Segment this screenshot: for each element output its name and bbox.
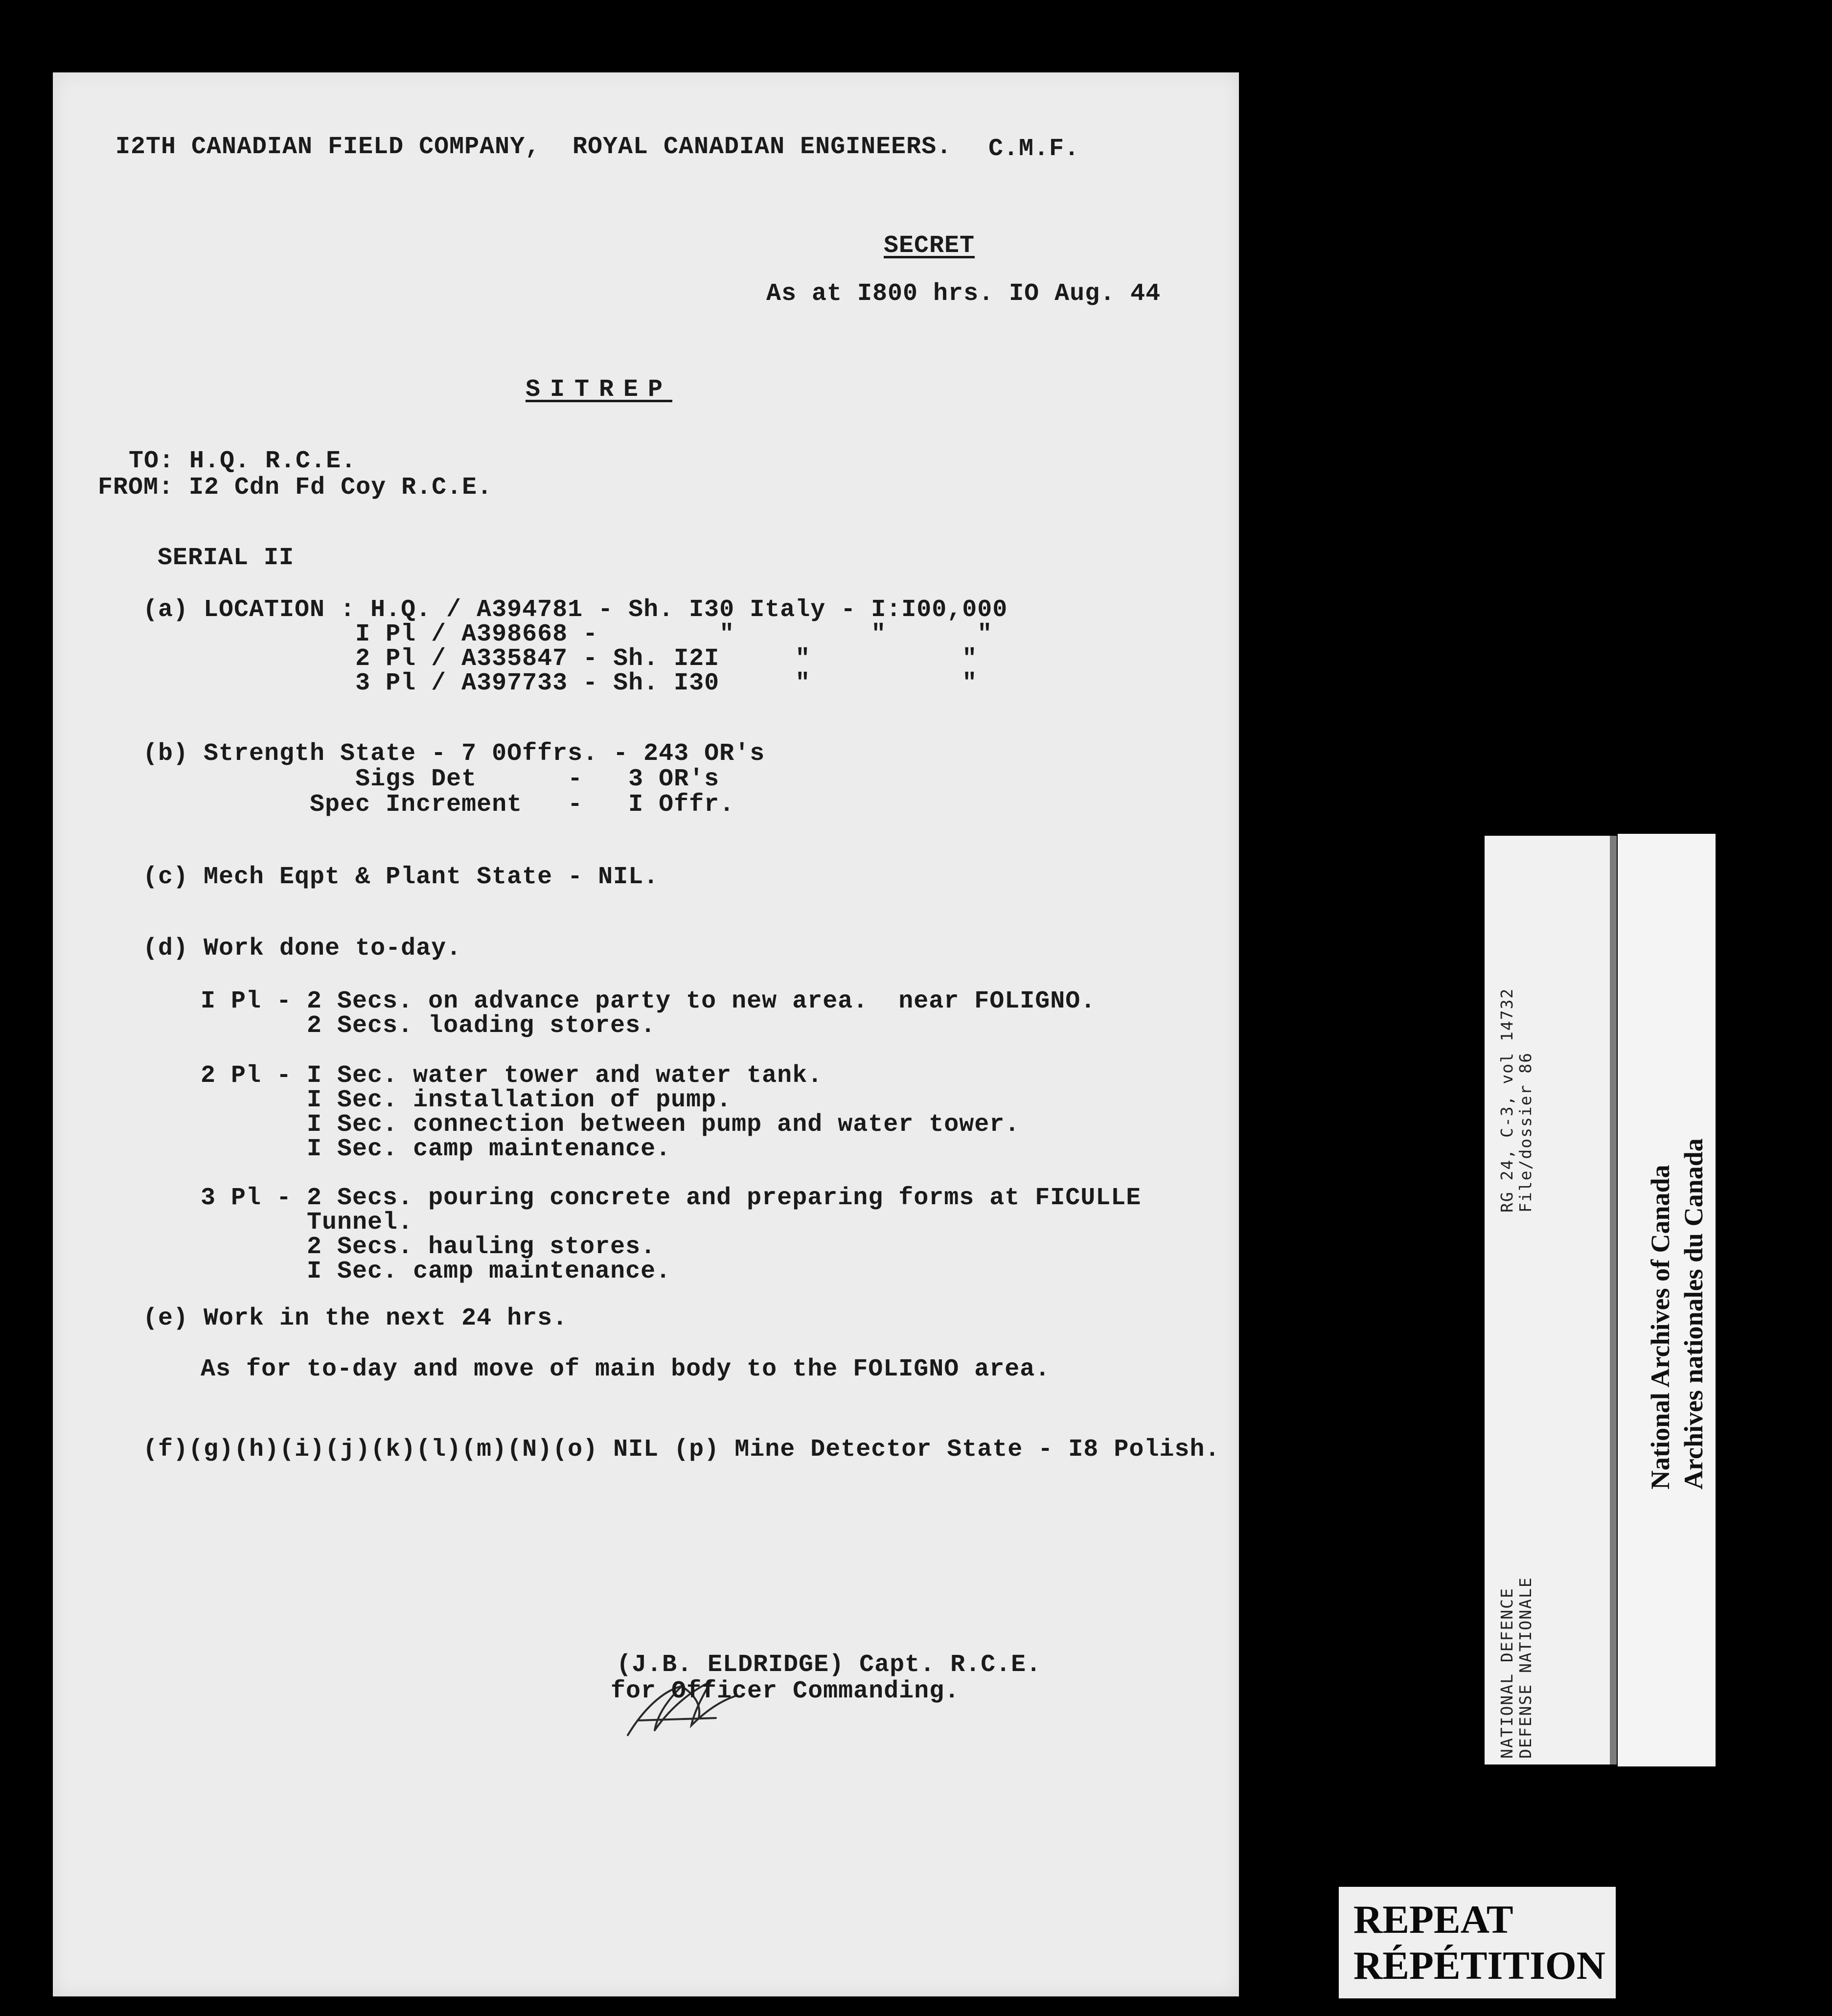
location-line: (a) LOCATION : H.Q. / A394781 - Sh. I30 Italy - I:I00,000 bbox=[143, 596, 1008, 624]
location-line: I Pl / A398668 - " " " bbox=[143, 620, 993, 648]
pl1-line: I Pl - 2 Secs. on advance party to new area. near FOLIGNO. bbox=[201, 987, 1096, 1015]
archive-name-french: Archives nationales du Canada bbox=[1679, 1138, 1708, 1489]
classification-marking: SECRET bbox=[884, 232, 975, 260]
signature-name-line: (J.B. ELDRIDGE) Capt. R.C.E. bbox=[617, 1651, 1042, 1679]
strength-line: Sigs Det - 3 OR's bbox=[143, 765, 720, 793]
document-title: SITREP bbox=[526, 376, 673, 404]
to-line: TO: H.Q. R.C.E. bbox=[129, 447, 357, 475]
pl2-line: I Sec. installation of pump. bbox=[201, 1086, 732, 1114]
work-next-heading: (e) Work in the next 24 hrs. bbox=[143, 1305, 568, 1332]
repeat-stamp-english: REPEAT bbox=[1353, 1897, 1513, 1942]
force-name: C.M.F. bbox=[988, 135, 1080, 163]
archive-reference-strip bbox=[1485, 836, 1617, 1764]
unit-name: I2TH CANADIAN FIELD COMPANY, bbox=[115, 133, 541, 161]
pl3-line: I Sec. camp maintenance. bbox=[201, 1258, 671, 1285]
date-line: As at I800 hrs. IO Aug. 44 bbox=[766, 280, 1161, 308]
archive-ref-line: RG 24, C-3, vol 14732 bbox=[1497, 987, 1516, 1213]
strength-line: (b) Strength State - 7 0Offrs. - 243 OR's bbox=[143, 740, 765, 768]
pl3-line: Tunnel. bbox=[201, 1209, 413, 1237]
department-line: NATIONAL DEFENCE bbox=[1497, 1587, 1516, 1759]
location-line: 2 Pl / A335847 - Sh. I2I " " bbox=[143, 645, 978, 673]
work-today-heading: (d) Work done to-day. bbox=[143, 935, 462, 962]
pl3-line: 2 Secs. hauling stores. bbox=[201, 1233, 656, 1261]
archive-ref-line: File/dossier 86 bbox=[1516, 1052, 1535, 1213]
archive-name-english: National Archives of Canada bbox=[1646, 1165, 1675, 1489]
pl1-line: 2 Secs. loading stores. bbox=[201, 1012, 656, 1040]
repeat-stamp-french: RÉPÉTITION bbox=[1353, 1943, 1605, 1988]
location-line: 3 Pl / A397733 - Sh. I30 " " bbox=[143, 669, 978, 697]
department-line: DEFENSE NATIONALE bbox=[1516, 1577, 1535, 1759]
pl2-line: 2 Pl - I Sec. water tower and water tank. bbox=[201, 1062, 823, 1090]
work-next-text: As for to-day and move of main body to the FOLIGNO area. bbox=[201, 1355, 1051, 1383]
archive-name-strip bbox=[1618, 834, 1716, 1766]
corps-name: ROYAL CANADIAN ENGINEERS. bbox=[572, 133, 952, 161]
strength-line: Spec Increment - I Offr. bbox=[143, 791, 735, 819]
remaining-items-line: (f)(g)(h)(i)(j)(k)(l)(m)(N)(o) NIL (p) Mine Detector State - I8 Polish. bbox=[143, 1436, 1220, 1464]
pl2-line: I Sec. connection between pump and water tower. bbox=[201, 1111, 1020, 1139]
repeat-stamp bbox=[1339, 1887, 1616, 1998]
signature-role-line: for Officer Commanding. bbox=[611, 1677, 960, 1705]
pl2-line: I Sec. camp maintenance. bbox=[201, 1135, 671, 1163]
serial-number: SERIAL II bbox=[158, 544, 295, 572]
from-line: FROM: I2 Cdn Fd Coy R.C.E. bbox=[98, 474, 493, 502]
pl3-line: 3 Pl - 2 Secs. pouring concrete and preparing forms at FICULLE bbox=[201, 1184, 1142, 1212]
mech-eqpt-line: (c) Mech Eqpt & Plant State - NIL. bbox=[143, 863, 659, 891]
document-page bbox=[53, 72, 1239, 1996]
